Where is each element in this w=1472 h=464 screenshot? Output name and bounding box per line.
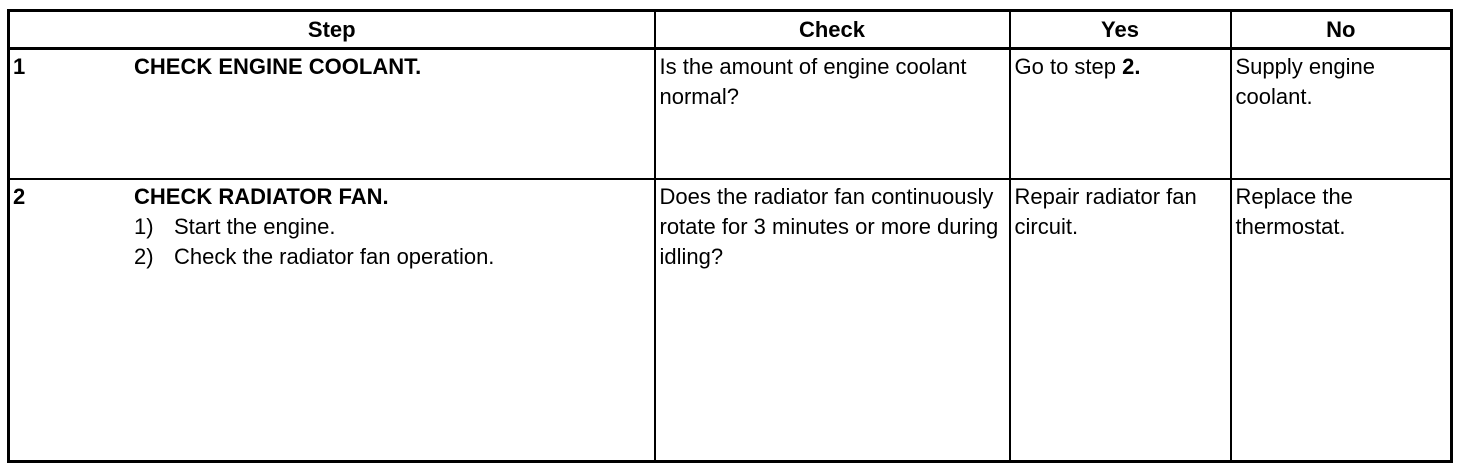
header-step: Step bbox=[9, 11, 655, 49]
step-cell bbox=[9, 179, 655, 462]
check-cell: Does the radiator fan continuously rotate for 3 minutes or more during idling? bbox=[655, 179, 1010, 462]
step-title: CHECK RADIATOR FAN. bbox=[134, 184, 389, 209]
step-cell bbox=[9, 49, 655, 180]
yes-text: Go to step bbox=[1014, 54, 1123, 79]
no-cell: Supply engine coolant. bbox=[1231, 49, 1452, 180]
header-check: Check bbox=[655, 11, 1010, 49]
no-cell: Replace the thermostat. bbox=[1231, 179, 1452, 462]
table-row bbox=[9, 179, 1452, 462]
check-cell: Is the amount of engine coolant normal? bbox=[655, 49, 1010, 180]
substep-number: 1) bbox=[134, 214, 154, 239]
substep-number: 2) bbox=[134, 244, 154, 269]
diagnostic-table bbox=[7, 9, 1453, 463]
substep-text: Start the engine. bbox=[174, 214, 336, 239]
step-title: CHECK ENGINE COOLANT. bbox=[134, 54, 422, 79]
yes-cell: Repair radiator fan circuit. bbox=[1010, 179, 1231, 462]
table-row bbox=[9, 49, 1452, 180]
yes-cell bbox=[1010, 49, 1231, 180]
step-number: 2 bbox=[13, 184, 26, 209]
substep-text: Check the radiator fan operation. bbox=[174, 244, 495, 269]
header-yes: Yes bbox=[1010, 11, 1231, 49]
header-no: No bbox=[1231, 11, 1452, 49]
substep bbox=[134, 212, 654, 242]
step-number: 1 bbox=[13, 54, 26, 79]
substep bbox=[134, 242, 654, 272]
table-header-row bbox=[9, 11, 1452, 49]
yes-step-ref: 2. bbox=[1122, 54, 1141, 79]
